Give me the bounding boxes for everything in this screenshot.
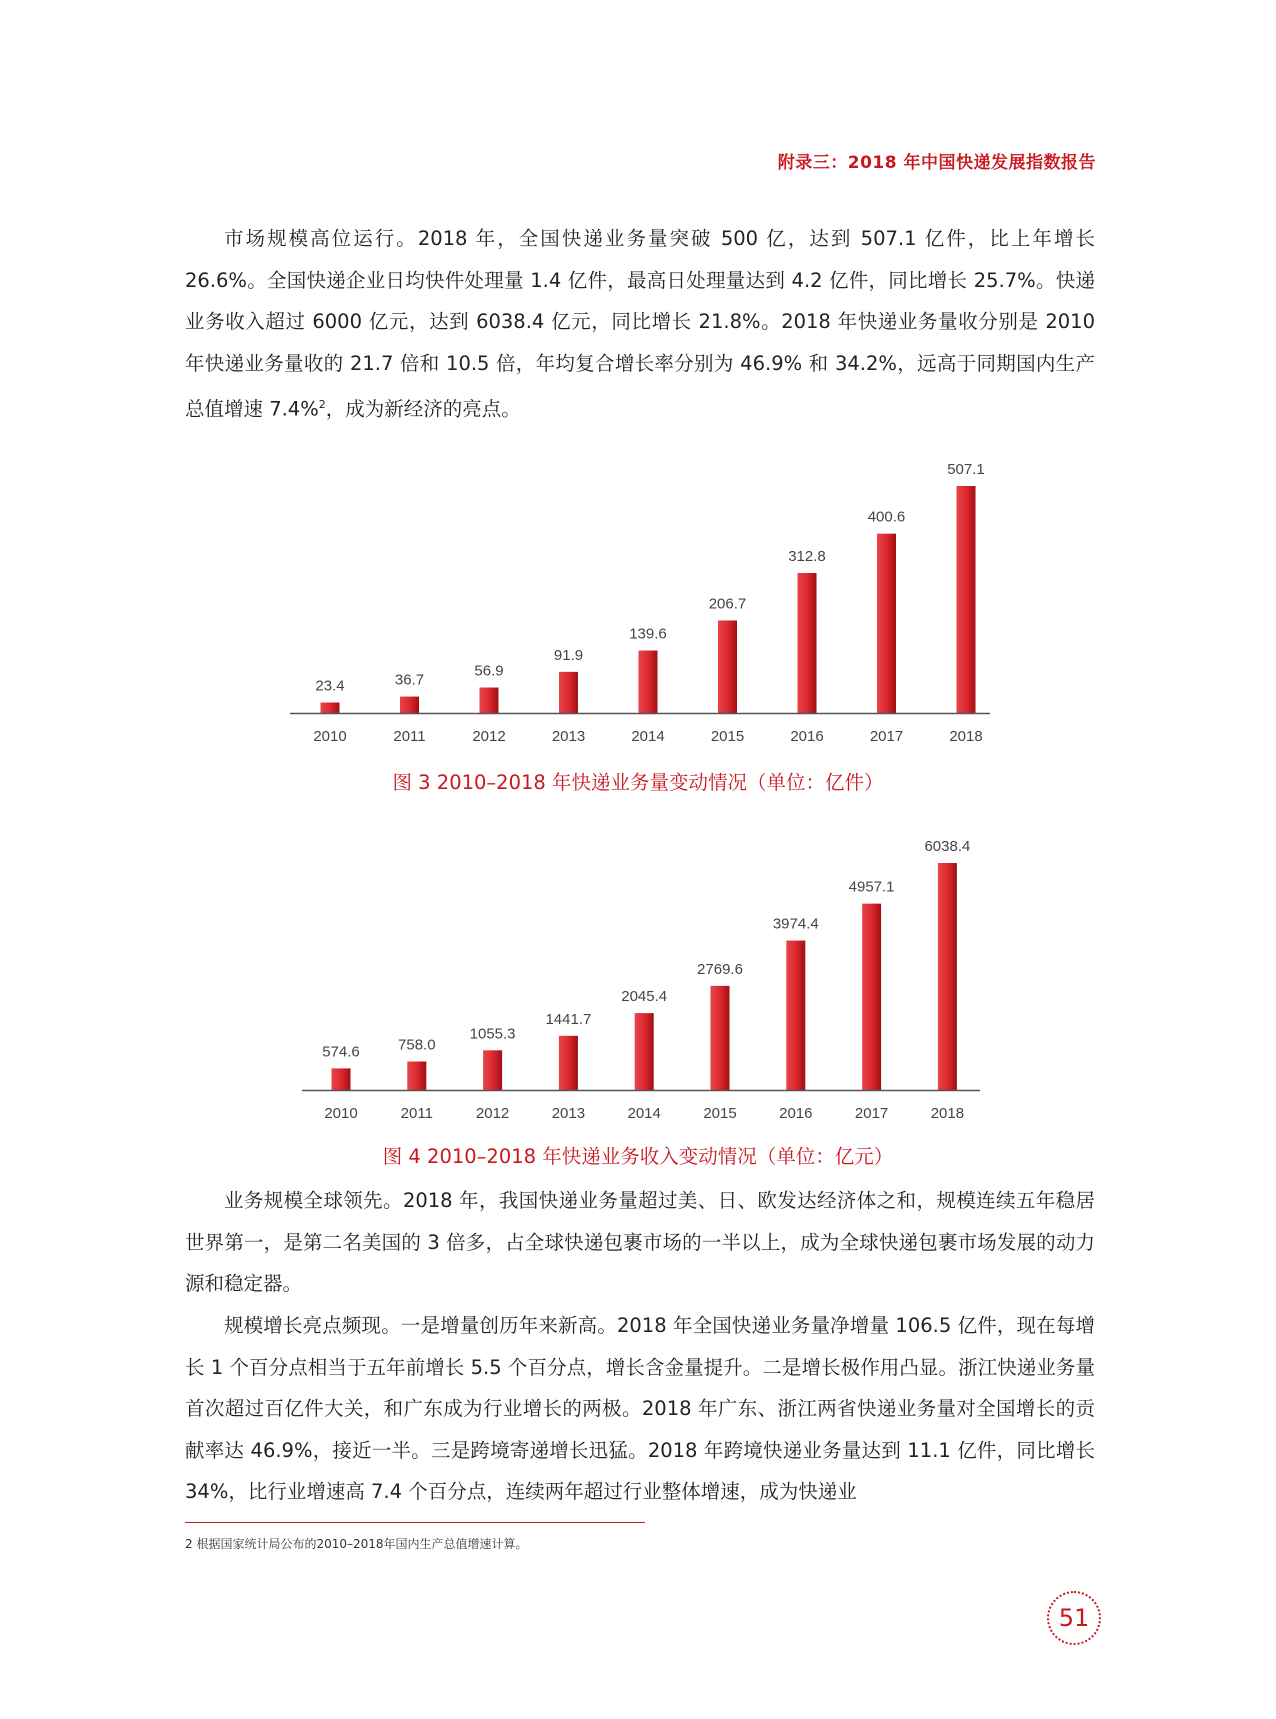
- data-label-2017: 4957.1: [848, 878, 895, 896]
- x-tick-label-2017: 2017: [869, 728, 904, 745]
- paragraph-text: 规模增长亮点频现。一是增量创历年来新高。2018 年全国快递业务量净增量 106.5 亿件，现在每增长 1 个百分点相当于五年前增长 5.5 个百分点，增长含金量提升。二是增长极作用凸显。浙江快递业务量首次超过百亿件大关，和广东成为行业增长的两极。2018 年广东、浙江两省快递业务量对全国增长的贡献率达 46.9%，接近一半。三是跨境寄递增长迅猛。2018 年跨境快递业务量达到 11.1 亿件，同比增长 34%，比行业增速高 7.4 个百分点，连续两年超过行业整体增速，成为快递业: [185, 1314, 1095, 1503]
- paragraph-market-scale: [185, 218, 1095, 430]
- bar-2011: [400, 697, 419, 713]
- x-tick-label-2011: 2011: [393, 728, 426, 745]
- bar-2010: [321, 703, 340, 713]
- bar-2015: [711, 986, 730, 1090]
- bar-2016: [786, 941, 805, 1090]
- x-tick-label-2016: 2016: [779, 1105, 813, 1122]
- x-tick-label-2017: 2017: [854, 1105, 889, 1122]
- x-tick-label-2018: 2018: [930, 1105, 965, 1122]
- bar-2012: [483, 1050, 502, 1090]
- x-tick-label-2014: 2014: [627, 1105, 661, 1122]
- express-volume-chart: [0, 445, 1276, 750]
- data-label-2010: 23.4: [315, 677, 345, 695]
- data-label-2018: 507.1: [947, 461, 985, 478]
- bar-2017: [877, 534, 896, 713]
- x-tick-label-2010: 2010: [324, 1105, 358, 1122]
- x-tick-label-2012: 2012: [475, 1105, 510, 1122]
- x-tick-label-2013: 2013: [551, 728, 586, 745]
- footnote-ref[interactable]: 2: [318, 398, 326, 411]
- data-label-2013: 1441.7: [545, 1010, 592, 1028]
- data-label-2012: 56.9: [474, 662, 504, 680]
- footnote: 2 根据国家统计局公布的2010–2018年国内生产总值增速计算。: [185, 1537, 528, 1551]
- x-tick-label-2015: 2015: [710, 728, 745, 745]
- bar-2018: [938, 863, 957, 1090]
- data-label-2014: 2045.4: [621, 988, 668, 1006]
- bar-2017: [862, 904, 881, 1090]
- data-label-2018: 6038.4: [924, 838, 971, 855]
- bar-2011: [407, 1062, 426, 1090]
- express-revenue-chart: [0, 825, 1276, 1130]
- data-label-2015: 2769.6: [697, 960, 743, 978]
- data-label-2011: 758.0: [398, 1036, 436, 1054]
- bar-2014: [639, 651, 658, 713]
- x-tick-label-2016: 2016: [790, 728, 824, 745]
- paragraph-text-end: ，成为新经济的亮点。: [325, 397, 521, 421]
- data-label-2013: 91.9: [553, 646, 584, 664]
- paragraph-text: 业务规模全球领先。2018 年，我国快递业务量超过美、日、欧发达经济体之和，规模连续五年稳居世界第一，是第二名美国的 3 倍多，占全球快递包裹市场的一半以上，成为全球快递包裹市场发展的动力源和稳定器。: [185, 1189, 1095, 1295]
- footnote-divider: [185, 1522, 645, 1523]
- data-label-2016: 3974.4: [772, 915, 819, 933]
- figure-4-caption: 图 4 2010–2018 年快递业务收入变动情况（单位：亿元）: [382, 1145, 894, 1168]
- data-label-2016: 312.8: [788, 547, 826, 565]
- data-label-2017: 400.6: [867, 508, 906, 526]
- x-tick-label-2018: 2018: [949, 728, 983, 745]
- x-tick-label-2011: 2011: [400, 1105, 433, 1122]
- data-label-2011: 36.7: [394, 671, 425, 689]
- paragraph-text: 市场规模高位运行。2018 年，全国快递业务量突破 500 亿，达到 507.1 亿件，比上年增长 26.6%。全国快递企业日均快件处理量 1.4 亿件，最高日处理量达到 4.2 亿件，同比增长 25.7%。快递业务收入超过 6000 亿元，达到 6038.4 亿元，同比增长 21.8%。2018 年快递业务量收分别是 2010 年快递业务量收的 21.7 倍和 10.5 倍，年均复合增长率分别为 46.9% 和 34.2%，远高于同期国内生产总值增速 7.4%: [185, 227, 1095, 421]
- data-label-2014: 139.6: [629, 625, 667, 643]
- figure-3-caption: 图 3 2010–2018 年快递业务量变动情况（单位：亿件）: [392, 771, 884, 794]
- paragraph-growth-highlights: [185, 1305, 1095, 1513]
- bar-2014: [635, 1013, 654, 1090]
- bar-2016: [798, 573, 817, 713]
- x-tick-label-2012: 2012: [472, 728, 506, 745]
- bar-2018: [957, 486, 976, 713]
- x-tick-label-2010: 2010: [313, 728, 347, 745]
- bar-2013: [559, 672, 578, 713]
- paragraph-global-lead: [185, 1180, 1095, 1305]
- data-label-2012: 1055.3: [469, 1025, 516, 1043]
- data-label-2010: 574.6: [322, 1043, 360, 1061]
- bar-2010: [332, 1068, 351, 1090]
- bar-2013: [559, 1036, 578, 1090]
- x-tick-label-2014: 2014: [631, 728, 665, 745]
- x-tick-label-2013: 2013: [551, 1105, 586, 1122]
- bar-2015: [718, 620, 737, 713]
- data-label-2015: 206.7: [708, 595, 747, 613]
- running-header: 附录三：2018 年中国快递发展指数报告: [777, 153, 1096, 173]
- bar-2012: [480, 688, 499, 713]
- x-tick-label-2015: 2015: [703, 1105, 737, 1122]
- page-number: 51: [1047, 1591, 1101, 1645]
